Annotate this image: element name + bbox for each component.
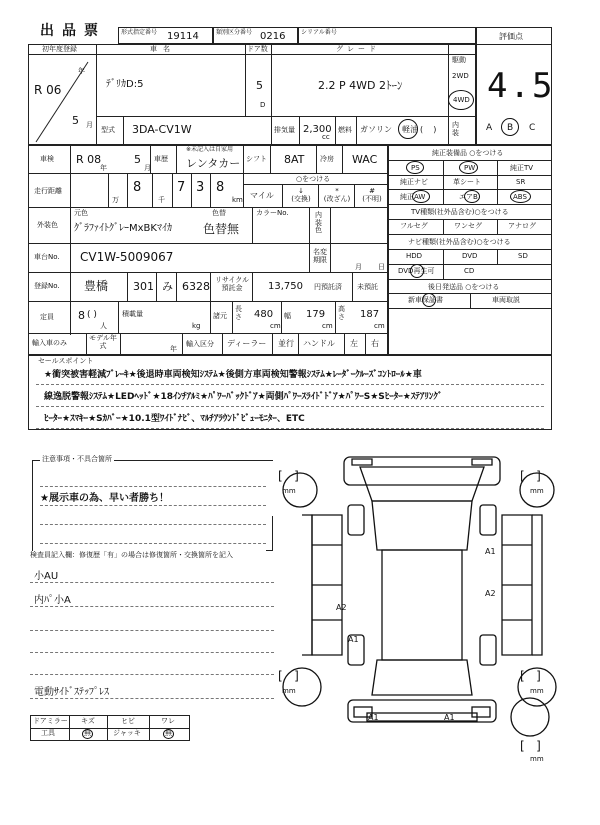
mm-front-right: mm [530,487,544,495]
first-reg-era: R 06 [34,83,62,97]
model-year-label: モデル年式 [89,334,117,350]
width-value: 179 [306,309,326,320]
import-class-label: 輸入区分 [186,340,214,348]
import-label: 輸入車のみ [32,339,67,347]
displacement-label: 排気量 [274,126,295,134]
acc-jack-circle [163,729,174,739]
doors-value: 5 [256,79,263,92]
docs-warranty: 新車保証書 [408,296,443,304]
docs-warranty-circle [422,293,436,307]
category-box [213,27,298,44]
equip-genuine-aw: 純正AW [400,193,426,201]
grade-value: 2.2 P 4WD 2ﾄｰﾝ [318,79,403,92]
navi-type-label: ナビ種類(社外品含む)○をつける [408,238,511,246]
equip-abs-circle [510,190,531,203]
navi-dvd-playback: DVD再生可 [398,267,435,275]
interior-color-label: 内装色 [315,211,322,235]
displacement-unit: cc [322,133,330,141]
first-reg-month-unit: 月 [86,121,93,129]
docs-label: 後日発送品 ○をつける [428,283,500,291]
drive-2wd: 2WD [452,72,469,80]
first-reg-year-unit: 年 [78,67,85,75]
model-code-label: 形式指定番号 [121,29,158,36]
equipment-table [388,145,552,355]
model-type-label: 型式 [101,126,115,134]
car-name-label: 車名 [150,45,176,53]
width-unit: cm [322,322,333,330]
handle-right: 右 [371,339,379,348]
car-damage-diagram [272,445,572,765]
model-code-box [118,27,213,44]
import-parallel: 並行 [278,339,294,348]
inspection-value: R 08 [76,153,102,166]
rear-window-outline [372,660,472,695]
fuel-gasoline: ガソリン [360,125,392,134]
acc-header-3: ヒビ [121,717,135,725]
recycle-label: リサイクル預託金 [214,276,250,292]
grade-score-label: 評価点 [499,32,523,41]
form-title: 出品票 [40,23,106,39]
category-label: 類別区分番号 [216,29,253,36]
recycle-unit: 円預託済 [314,283,342,291]
load-unit: kg [192,322,201,330]
mileage-mile: マイル [250,191,274,200]
damage-left-a2: A2 [336,603,347,612]
mileage-label: 走行距離 [34,187,62,195]
model-year-unit: 年 [170,345,177,353]
tv-analog: アナログ [508,222,536,230]
acc-jack: ジャッキ [113,729,141,737]
mileage-unit-sen: 千 [158,196,165,204]
drive-4wd: 4WD [453,96,470,104]
equip-genuine-navi: 純正ナビ [400,178,428,186]
tv-one-seg: ワンセグ [454,222,482,230]
sales-line-3: ﾋｰﾀｰ★ｽﾏｷｰ★Sｶﾊﾞｰ★10.1型ﾜｲﾄﾞﾅﾋﾞ、ﾏﾙﾁｱﾗｳﾝﾄﾞﾋﾞｭｰﾓﾆﾀｰ、ETC [44,414,305,424]
inspection-label: 車検 [40,155,54,163]
genuine-equipment-label: 純正装備品 ○をつける [432,149,504,157]
damage-right-a2: A2 [485,589,496,598]
recycle-unpaid: 未預託 [357,283,378,291]
capacity-paren: ( ) [87,310,97,320]
acc-header-4: ワレ [161,717,175,725]
inspector-line-1: 小AU [34,571,59,582]
load-label: 積載量 [122,310,143,318]
equip-leather: 革シート [453,178,481,186]
car-name-value: ﾃﾞﾘｶD:5 [106,79,144,90]
inspector-line-2: 内ﾊﾟ小A [34,595,71,606]
inspector-line-3: 電動ｻｲﾄﾞｽﾃｯﾌﾟﾚｽ [34,687,109,698]
damage-left-a1: A1 [348,635,359,644]
equip-ps: PS [411,164,420,172]
damage-bumper-right: A1 [444,713,455,722]
navi-dvd-circle [410,264,424,278]
color-no-label: カラーNo. [256,209,289,217]
interior-a: A [486,123,493,133]
tv-type-label: TV種類(社外品含む)○をつける [411,208,509,216]
equip-ps-circle [406,161,424,174]
height-unit: cm [374,322,385,330]
length-unit: cm [270,322,281,330]
serial-box [298,27,476,44]
color-change-value: 色替無 [203,222,240,236]
ac-value: WAC [352,153,378,166]
damage-bumper-left: A1 [368,713,379,722]
mileage-digit-ju: 8 [216,180,225,195]
sales-line-1: ★衝突被害軽減ﾌﾞﾚｰｷ★後退時車両検知ｼｽﾃﾑ★後側方車両検知警報ｼｽﾃﾑ★ﾚｰﾀﾞｰｸﾙｰｽﾞｺﾝﾄﾛｰﾙ★車 [44,370,422,380]
acc-tools: 工具 [41,729,55,737]
mileage-exchange: ↓ (交換) [291,187,311,204]
height-value: 187 [360,309,380,320]
history-note: ※未記入は自家用 [186,146,234,153]
accessories-table [30,715,190,741]
navi-sd: SD [518,252,528,260]
capacity-unit: 人 [100,322,107,330]
original-color-value: ｸﾞﾗﾌｧｲﾄｸﾞﾚｰMxBKﾏｲｶ [74,223,172,234]
mileage-unknown: # (不明) [362,187,382,204]
first-reg-diagonal [28,54,96,145]
inspector-label: 検査員記入欄：修復歴「有」の場合は修復箇所・交換箇所を記入 [30,551,233,559]
acc-tools-circle [82,729,93,739]
grade-label: グレード [336,45,380,53]
capacity-value: 8 [78,309,85,322]
chassis-value: CV1W-5009067 [80,250,174,264]
name-change-month: 月 [355,263,362,271]
dims-label: 諸元 [213,312,227,320]
equip-airbag: エアB [459,193,478,201]
capacity-label: 定員 [40,313,54,321]
model-code-value: 19114 [167,31,199,42]
equip-airbag-circle [464,190,480,203]
interior-c: C [529,123,536,133]
navi-cd: CD [464,267,475,275]
caution-text: ★展示車の為、早い者勝ち！ [40,493,169,504]
mm-front-left: mm [282,487,296,495]
name-change-label: 名変期限 [313,248,327,264]
mileage-digit-sen: 7 [177,180,186,195]
mileage-unit-man: 万 [112,196,119,204]
interior-b: B [507,123,514,133]
registration-label: 登録No. [34,282,60,290]
acc-header-2: キズ [81,717,95,725]
mileage-digit-hyaku: 3 [196,180,205,195]
damage-right-front-a1: A1 [485,547,496,556]
history-label: 車歴 [154,155,168,163]
spare-wheel-icon [511,698,549,736]
navi-hdd: HDD [406,252,423,260]
displacement-value: 2,300 [303,124,332,135]
front-bumper-outline [344,457,500,485]
sales-point-label: セールスポイント [38,357,94,365]
windshield-outline [372,501,472,550]
ac-label: 冷房 [320,155,334,163]
inspection-month-unit: 月 [144,164,151,172]
registration-class: 301 [133,280,154,293]
interior-label: 内装 [452,121,459,137]
grade-score-value: 4.5 [487,66,555,106]
fuel-diesel-circle [398,119,418,139]
serial-label: シリアル番号 [301,29,337,36]
registration-place: 豊橋 [84,279,109,293]
recycle-value: 13,750 [268,281,303,292]
hood-outline [360,467,484,501]
first-reg-month: 5 [72,114,79,127]
color-change-label: 色替 [212,209,226,217]
acc-jack-value: 無 [165,729,172,737]
width-label: 幅 [284,312,291,320]
fuel-diesel: 軽油 [402,125,418,134]
drive-label: 駆動 [452,56,466,64]
handle-left: 左 [350,339,358,348]
shift-label: シフト [246,155,267,163]
docs-manual: 車両取説 [492,296,520,304]
color-label: 外装色 [37,221,58,229]
category-value: 0216 [260,31,286,42]
equip-genuine-tv: 純正TV [510,164,534,172]
mm-spare: mm [530,755,544,763]
caution-label: 注意事項・不具合箇所 [42,455,112,463]
acc-tools-value: 無 [84,729,91,737]
equip-aw-circle [412,190,430,203]
first-reg-label: 初年度登録 [42,45,77,53]
length-value: 480 [254,309,274,320]
length-label: 長さ [235,305,242,321]
equip-sr: SR [516,178,526,186]
model-type-value: 3DA-CV1W [132,123,192,136]
mileage-unit-km: km [232,196,243,204]
inspection-month: 5 [134,153,141,166]
mm-rear-left: mm [282,687,296,695]
mileage-digit-man: 8 [133,180,142,195]
navi-dvd: DVD [462,252,478,260]
sales-line-2: 線逸脱警報ｼｽﾃﾑ★LEDﾍｯﾄﾞ★18ｲﾝﾁｱﾙﾐ★ﾊﾟﾜｰﾊﾞｯｸﾄﾞｱ★両側ﾊﾟﾜｰｽﾗｲﾄﾞﾄﾞｱ★ﾊﾟﾜｰS★Sﾋｰﾀｰ★ｽﾃｱﾘﾝｸﾞ [44,392,443,402]
mileage-tamper: * (改ざん) [323,187,351,204]
drive-4wd-circle [448,90,474,110]
interior-b-circle [501,118,519,136]
mm-rear-right: mm [530,687,544,695]
tv-full-seg: フルセグ [400,222,428,230]
chassis-label: 車台No. [34,253,60,261]
registration-kana: み [162,280,173,293]
import-dealer: ディーラー [227,339,267,348]
equip-pw: PW [464,164,476,172]
inspection-year-unit: 年 [100,164,107,172]
name-change-day: 日 [378,263,385,271]
equip-abs: ABS [513,193,527,201]
equip-pw-circle [459,161,478,174]
doors-label: ドア数 [247,45,268,53]
registration-number: 6328 [182,280,210,293]
doors-suffix: D [260,101,266,109]
acc-header-1: ドアミラー [33,717,68,725]
history-value: レンタカー [186,157,241,170]
mileage-circle-note: ○をつける [296,175,331,183]
height-label: 高さ [338,305,345,321]
shift-value: 8AT [284,153,305,166]
roof-outline [382,550,462,660]
handle-label: ハンドル [303,339,335,348]
fuel-label: 燃料 [338,126,352,134]
original-color-label: 元色 [74,209,88,217]
